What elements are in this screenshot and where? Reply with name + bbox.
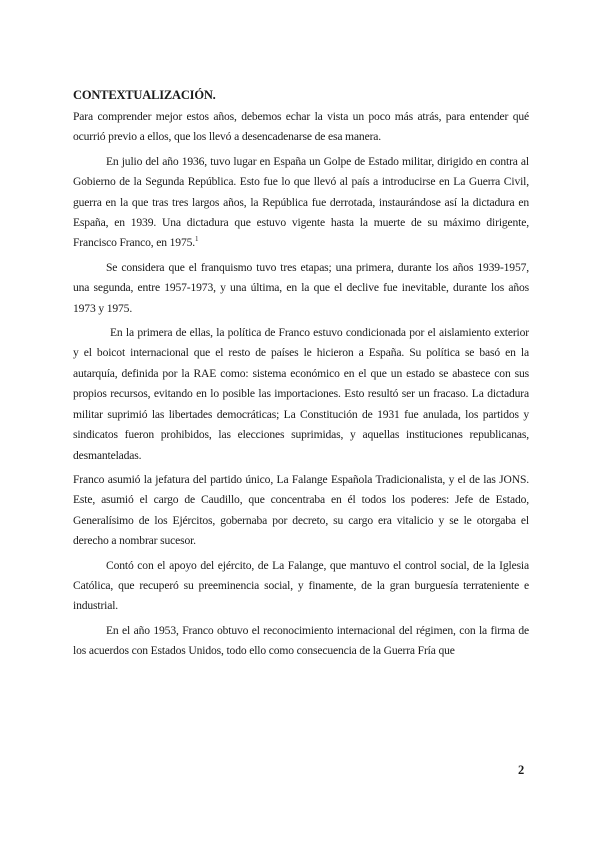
paragraph-coup-text: En julio del año 1936, tuvo lugar en España un Golpe de Estado militar, dirigido en contra al Gobierno de la Segunda República. Esto fue lo que llevó al país a introducirse en La Guerra Civil, guerra en la que tras tres largos años, la República fue derrotada, instaurándose así la dictadura en España, en 1939. Una dictadura que estuvo vigente hasta la muerte de su máximo dirigente, Francisco Franco, en 1975.	[73, 154, 529, 250]
paragraph-franco-leadership: Franco asumió la jefatura del partido único, La Falange Española Tradicionalista, y el de las JONS. Este, asumió el cargo de Caudillo, que concentraba en él todos los poderes: Jefe de Estado, Generalísimo de los Ejércitos, gobernaba por decreto, su cargo era vitalicio y se le otorgaba el derecho a nombrar sucesor.	[73, 472, 529, 548]
paragraph-coup	[73, 152, 529, 254]
paragraph-support: Contó con el apoyo del ejército, de La Falange, que mantuvo el control social, de la Iglesia Católica, que recuperó su preeminencia social, y finamente, de la gran burguesía terrateniente e industrial.	[73, 558, 529, 613]
paragraph-first-stage: En la primera de ellas, la política de Franco estuvo condicionada por el aislamiento exterior y el boicot internacional que el resto de países le hicieron a España. Su política se basó en la autarquía, definida por la RAE como: sistema económico en el que un estado se abastece con sus propios recursos, evitando en lo posible las importaciones. Esto resultó ser un fracaso. La dictadura militar suprimió las libertades democráticas; La Constitución de 1931 fue anulada, los partidos y sindicatos fueron prohibidos, las elecciones suprimidas, y aquellas instituciones republicanas, desmanteladas.	[73, 326, 529, 462]
paragraph-recognition: En el año 1953, Franco obtuvo el reconocimiento internacional del régimen, con la firma de los acuerdos con Estados Unidos, todo ello como consecuencia de la Guerra Fría que	[73, 623, 529, 658]
section-heading: CONTEXTUALIZACIÓN.	[73, 88, 216, 102]
page-number: 2	[518, 763, 525, 777]
footnote-marker: 1	[195, 235, 199, 244]
paragraph-stages: Se considera que el franquismo tuvo tres etapas; una primera, durante los años 1939-1957, una segunda, entre 1957-1973, y una última, en la que el declive fue inevitable, durante los años 1973 y 1975.	[73, 260, 529, 315]
paragraph-intro: Para comprender mejor estos años, debemos echar la vista un poco más atrás, para entender qué ocurrió previo a ellos, que los llevó a desencadenarse de esa manera.	[73, 110, 529, 144]
document-page	[73, 88, 529, 666]
